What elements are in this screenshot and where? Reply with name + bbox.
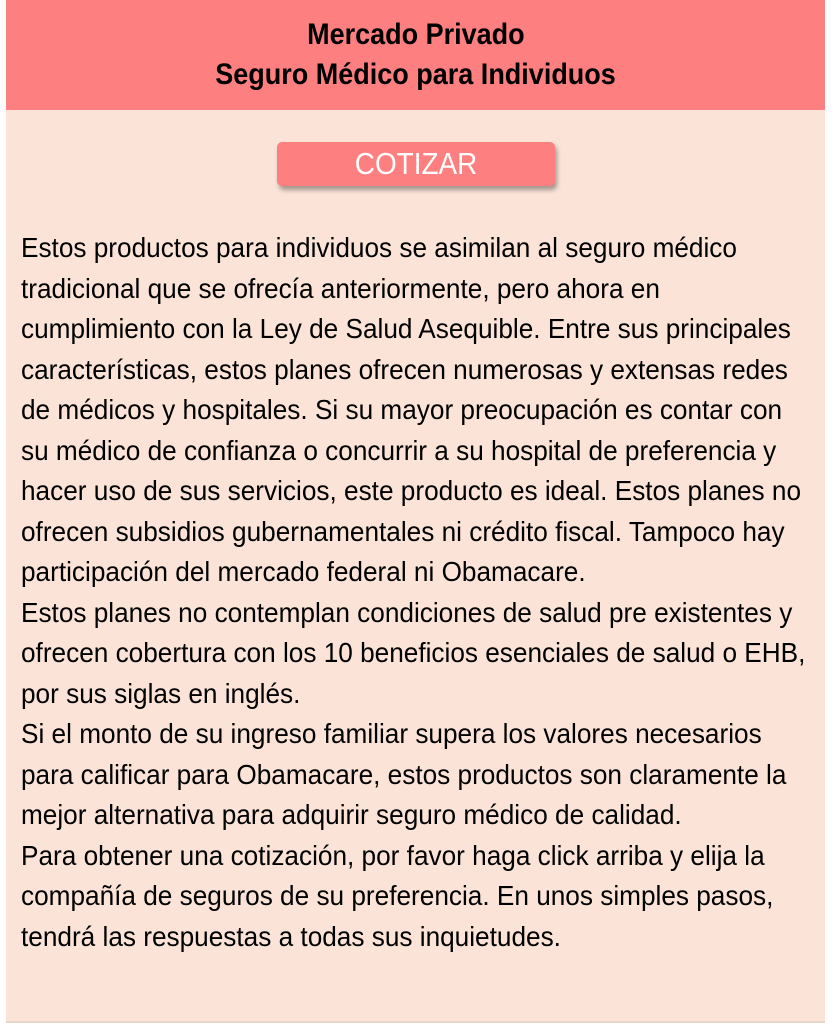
description-text [21,228,806,957]
cotizar-button-label: COTIZAR [354,146,478,181]
description-paragraph: Estos planes no contemplan condiciones de salud pre existentes y ofrecen cobertura con los 10 beneficios esenciales de salud o EHB, por sus siglas en inglés. [21,596,806,709]
description-paragraph: Si el monto de su ingreso familiar supera los valores necesarios para calificar para Obamacare, estos productos son claramente la mejor alternativa para adquirir seguro médico de calidad. [21,718,787,830]
card-header [6,0,825,110]
header-title-line-2: Seguro Médico para Individuos [215,58,616,91]
description-paragraph: Para obtener una cotización, por favor haga click arriba y elija la compañía de seguros de su preferencia. En unos simples pasos, tendrá las respuestas a todas sus inquietudes. [21,839,774,952]
cta-container [6,142,825,186]
cotizar-button[interactable] [277,142,555,186]
info-card [6,0,825,1023]
header-title-line-1: Mercado Privado [306,18,525,51]
description-paragraph: Estos productos para individuos se asimilan al seguro médico tradicional que se ofrecía anteriormente, pero ahora en cumplimiento con la Ley de Salud Asequible. Entre sus principales características, estos planes ofrecen numerosas y extensas redes de médicos y hospitales. Si su mayor preocupación es contar con su médico de confianza o concurrir a su hospital de preferencia y hacer uso de sus servicios, este producto es ideal. Estos planes no ofrecen subsidios gubernamentales ni crédito fiscal. Tampoco hay participación del mercado federal ni Obamacare. [21,232,802,587]
